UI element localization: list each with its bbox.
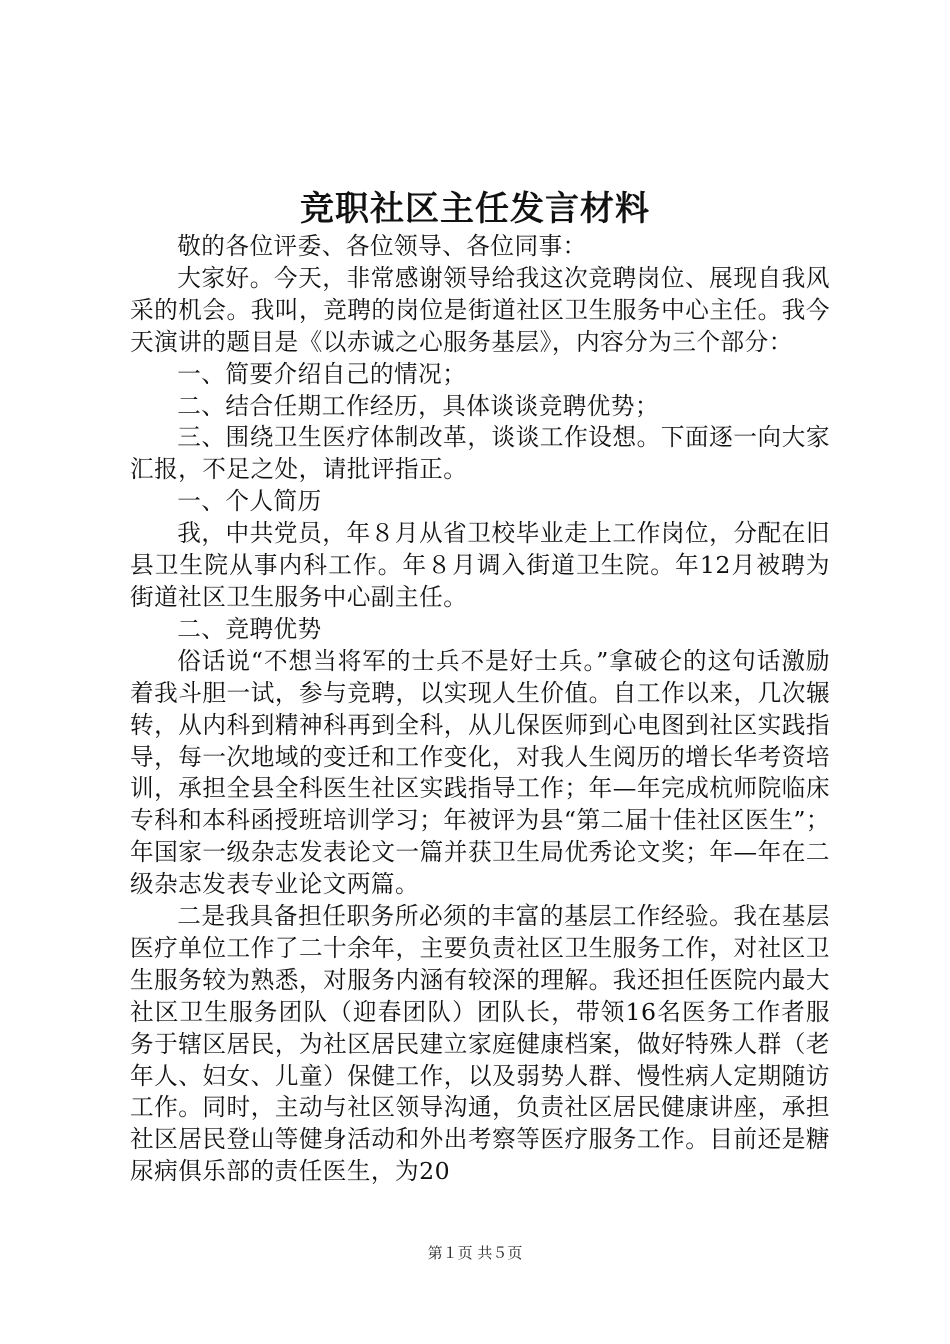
section-heading-resume: 一、个人简历 xyxy=(177,487,322,516)
outline-item-3: 三、围绕卫生医疗体制改革，谈谈工作设想。下面逐一向大家汇报，不足之处，请批评指正。 xyxy=(130,423,830,484)
intro-paragraph: 大家好。今天，非常感谢领导给我这次竞聘岗位、展现自我风采的机会。我叫，竞聘的岗位是街道社区卫生服务中心主任。我今天演讲的题目是《以赤诚之心服务基层》，内容分为三个部分： xyxy=(130,263,830,356)
outline-item-2: 二、结合任期工作经历，具体谈谈竞聘优势； xyxy=(177,391,660,420)
advantages-paragraph-1: 俗话说“不想当将军的士兵不是好士兵。”拿破仑的这句话激励着我斗胆一试，参与竞聘，以实现人生价值。自工作以来，几次辗转，从内科到精神科再到全科，从儿保医师到心电图到社区实践指导，每一次地域的变迁和工作变化，对我人生阅历的增长华考资培训，承担全县全科医生社区实践指导工作；年—年完成杭师院临床专科和本科函授班培训学习；年被评为县“第二届十佳社区医生”；年国家一级杂志发表论文一篇并获卫生局优秀论文奖；年—年在二级杂志发表专业论文两篇。 xyxy=(130,646,830,899)
document-title: 竞职社区主任发言材料 xyxy=(300,189,650,229)
resume-paragraph: 我，中共党员，年８月从省卫校毕业走上工作岗位，分配在旧县卫生院从事内科工作。年８月调入街道卫生院。年12月被聘为街道社区卫生服务中心副主任。 xyxy=(130,519,830,611)
salutation-paragraph: 敬的各位评委、各位领导、各位同事： xyxy=(177,232,587,260)
outline-item-1: 一、简要介绍自己的情况； xyxy=(177,359,467,388)
advantages-paragraph-2: 二是我具备担任职务所必须的丰富的基层工作经验。我在基层医疗单位工作了二十余年，主要负责社区卫生服务工作，对社区卫生服务较为熟悉，对服务内涵有较深的理解。我还担任医院内最大社区卫生服务团队（迎春团队）团队长，带领16名医务工作者服务于辖区居民，为社区居民建立家庭健康档案，做好特殊人群（老年人、妇女、儿童）保健工作，以及弱势人群、慢性病人定期随访工作。同时，主动与社区领导沟通，负责社区居民健康讲座，承担社区居民登山等健身活动和外出考察等医疗服务工作。目前还是糖尿病俱乐部的责任医生，为20 xyxy=(130,902,830,1186)
section-heading-advantages: 二、竞聘优势 xyxy=(177,614,322,643)
document-body xyxy=(130,231,830,1188)
page-footer: 第１页 共５页 xyxy=(427,1244,523,1262)
